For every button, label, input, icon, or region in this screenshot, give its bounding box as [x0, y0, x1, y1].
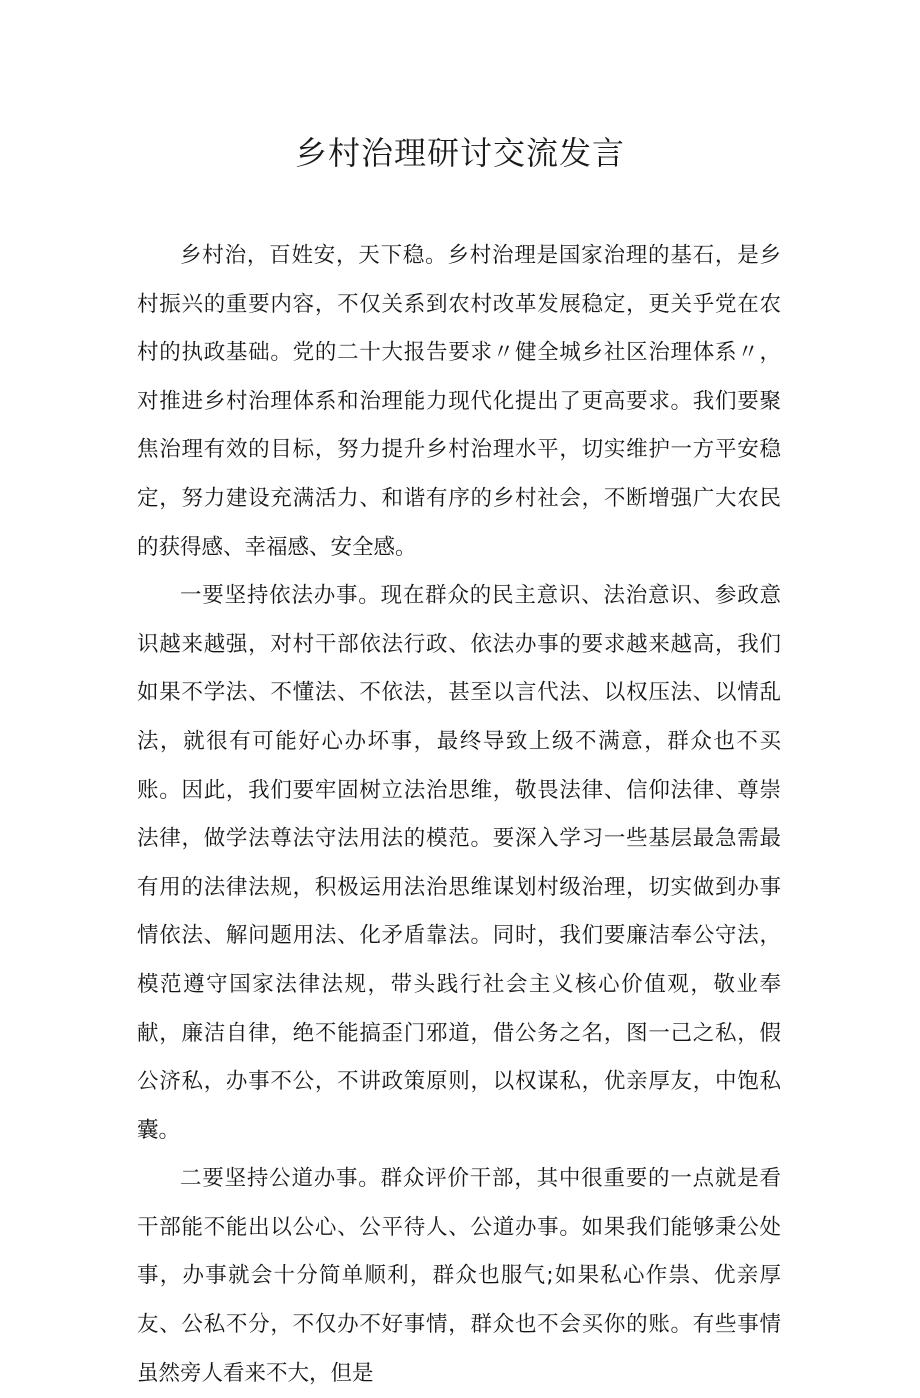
paragraph-intro: 乡村治，百姓安，天下稳。乡村治理是国家治理的基石，是乡村振兴的重要内容，不仅关系到农村改革发展稳定，更关乎党在农村的执政基础。党的二十大报告要求〃健全城乡社区治理体系〃，对推进乡村治理体系和治理能力现代化提出了更高要求。我们要聚焦治理有效的目标，努力提升乡村治理水平，切实维护一方平安稳定，努力建设充满活力、和谐有序的乡村社会，不断增强广大农民的获得感、幸福感、安全感。 — [137, 243, 781, 560]
document-body — [137, 232, 781, 1398]
paragraph-rule-of-law: 一要坚持依法办事。现在群众的民主意识、法治意识、参政意识越来越强，对村干部依法行政、依法办事的要求越来越高，我们如果不学法、不懂法、不依法，甚至以言代法、以权压法、以情乱法，就很有可能好心办坏事，最终导致上级不满意，群众也不买账。因此，我们要牢固树立法治思维，敬畏法律、信仰法律、尊崇法律，做学法尊法守法用法的模范。要深入学习一些基层最急需最有用的法律法规，积极运用法治思维谋划村级治理，切实做到办事情依法、解问题用法、化矛盾靠法。同时，我们要廉洁奉公守法，模范遵守国家法律法规，带头践行社会主义核心价值观，敬业奉献，廉洁自律，绝不能搞歪门邪道，借公务之名，图一己之私，假公济私，办事不公，不讲政策原则，以权谋私，优亲厚友，中饱私囊。 — [137, 583, 781, 1143]
document-title: 乡村治理研讨交流发言 — [294, 134, 625, 173]
paragraph-fairness: 二要坚持公道办事。群众评价干部，其中很重要的一点就是看干部能不能出以公心、公平待人、公道办事。如果我们能够秉公处事，办事就会十分简单顺利，群众也服气;如果私心作祟、优亲厚友、公私不分，不仅办不好事情，群众也不会买你的账。有些事情虽然旁人看来不大，但是 — [137, 1166, 781, 1386]
